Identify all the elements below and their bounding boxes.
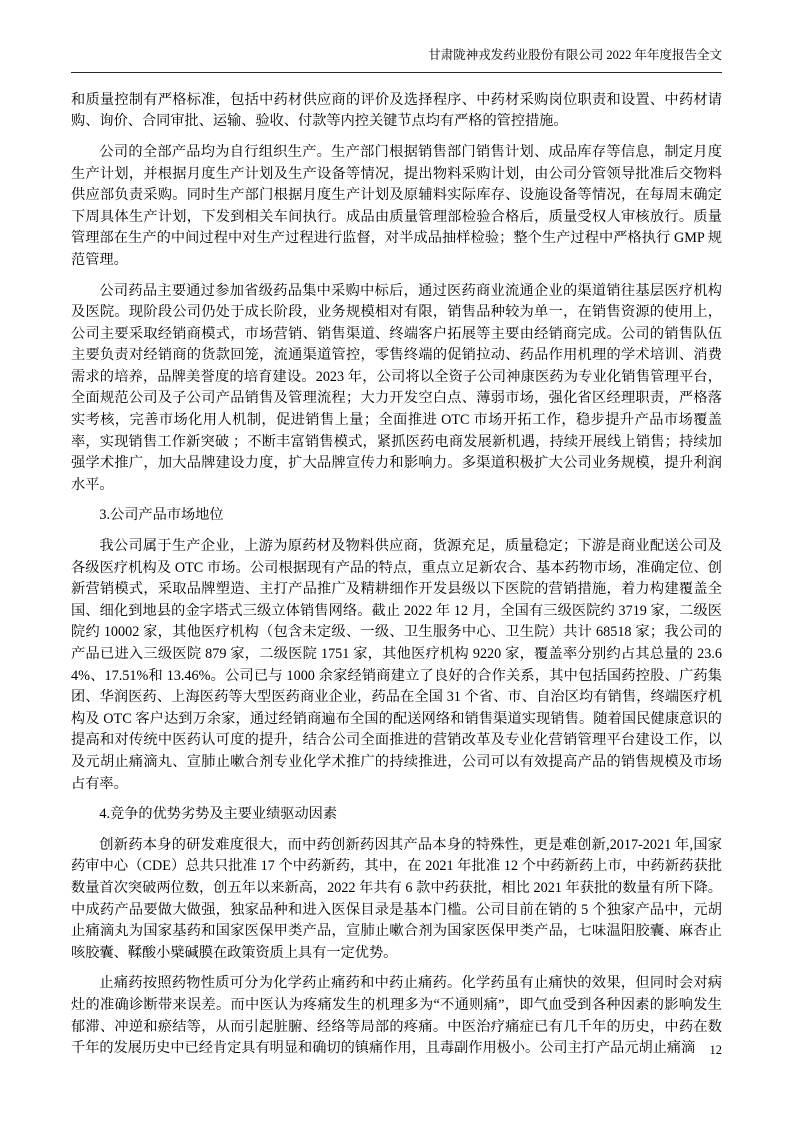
paragraph: 公司药品主要通过参加省级药品集中采购中标后，通过医药商业流通企业的渠道销往基层医疗机构及医院。现阶段公司仍处于成长阶段，业务规模相对有限，销售品种较为单一，在销售资源的使用上，公司主要采取经销商模式，市场营销、销售渠道、终端客户拓展等主要由经销商完成。公司的销售队伍主要负责对经销商的货款回笼，流通渠道管控，零售终端的促销拉动、药品作用机理的学术培训、消费需求的培养，品牌美誉度的培育建设。2023 年，公司将以全资子公司神康医药为专业化销售管理平台，全面规范公司及子公司产品销售及管理流程；大力开发空白点、薄弱市场，强化省区经理职责，严格落实考核，完善市场化用人机制，促进销售上量；全面推进 OTC 市场开拓工作，稳步提升产品市场覆盖率，实现销售工作新突破 ；不断丰富销售模式，紧抓医药电商发展新机遇，持续开展线上销售；持续加强学术推广，加大品牌建设力度，扩大品牌宣传力和影响力。多渠道积极扩大公司业务规模，提升利润水平。 (71, 282, 722, 493)
paragraph: 公司的全部产品均为自行组织生产。生产部门根据销售部门销售计划、成品库存等信息，制定月度生产计划，并根据月度生产计划及生产设备等情况，提出物料采购计划，由公司分管领导批准后交物料供应部负责采购。同时生产部门根据月度生产计划及原辅料实际库存、设施设备等情况，在每周末确定下周具体生产计划，下发到相关车间执行。成品由质量管理部检验合格后，质量受权人审核放行。质量管理部在生产的中间过程中对生产过程进行监督，对半成品抽样检验；整个生产过程中严格执行 GMP 规范管理。 (71, 143, 722, 268)
page-header: 甘肃陇神戎发药业股份有限公司 2022 年年度报告全文 (71, 46, 722, 73)
section-heading: 3.公司产品市场地位 (99, 507, 224, 524)
document-body (71, 73, 722, 1060)
paragraph: 止痛药按照药物性质可分为化学药止痛药和中药止痛药。化学药虽有止痛快的效果，但同时会对病灶的准确诊断带来误差。而中医认为疼痛发生的机理多为“不通则痛”，即气血受到各种因素的影响发生郁滞、冲逆和瘀结等，从而引起脏腑、经络等局部的疼痛。中医治疗痛症已有几千年的历史，中药在数千年的发展历史中已经肯定具有明显和确切的镇痛作用，且毒副作用极小。公司主打产品元胡止痛滴 (71, 975, 722, 1057)
page-number: 12 (709, 1043, 722, 1057)
paragraph: 和质量控制有严格标准，包括中药材供应商的评价及选择程序、中药材采购岗位职责和设置、中药材请购、询价、合同审批、运输、验收、付款等内控关键节点均有严格的管控措施。 (71, 91, 722, 130)
paragraph: 创新药本身的研发难度很大，而中药创新药因其产品本身的特殊性，更是难创新,2017-2021 年,国家药审中心（CDE）总共只批准 17 个中药新药，其中，在 2021 年批准 12 个中药新药上市，中药新药获批数量首次突破两位数，创五年以来新高，2022 年共有 6 款中药获批，相比 2021 年获批的数量有所下降。中成药产品要做大做强，独家品种和进入医保目录是基本门槛。公司目前在销的 5 个独家产品中，元胡止痛滴丸为国家基药和国家医保甲类产品，宣肺止嗽合剂为国家医保甲类产品，七味温阳胶囊、麻杏止咳胶囊、鞣酸小檗碱膜在政策资质上具有一定优势。 (71, 836, 722, 961)
section-heading: 4.竞争的优势劣势及主要业绩驱动因素 (99, 806, 338, 823)
paragraph: 我公司属于生产企业，上游为原药材及物料供应商，货源充足，质量稳定；下游是商业配送公司及各级医疗机构及 OTC 市场。公司根据现有产品的特点，重点立足新农合、基本药物市场，准确定位、创新营销模式，采取品牌塑造、主打产品推广及精耕细作开发县级以下医院的营销措施，着力构建覆盖全国、细化到地县的金字塔式三级立体销售网络。截止 2022 年 12 月，全国有三级医院约 3719 家，二级医院约 10002 家，其他医疗机构（包含未定级、一级、卫生服务中心、卫生院）共计 68518 家；我公司的产品已进入三级医院 879 家，二级医院 1751 家，其他医疗机构 9220 家，覆盖率分别约占其总量的 23.64%、17.51%和 13.46%。公司已与 1000 余家经销商建立了良好的合作关系，其中包括国药控股、广药集团、华润医药、上海医药等大型医药商业企业，药品在全国 31 个省、市、自治区均有销售，终端医疗机构及 OTC 客户达到万余家，通过经销商遍布全国的配送网络和销售渠道实现销售。随着国民健康意识的提高和对传统中医药认可度的提升，结合公司全面推进的营销改革及专业化营销管理平台建设工作，以及元胡止痛滴丸、宣肺止嗽合剂专业化学术推广的持续推进，公司可以有效提高产品的销售规模及市场占有率。 (71, 538, 722, 792)
